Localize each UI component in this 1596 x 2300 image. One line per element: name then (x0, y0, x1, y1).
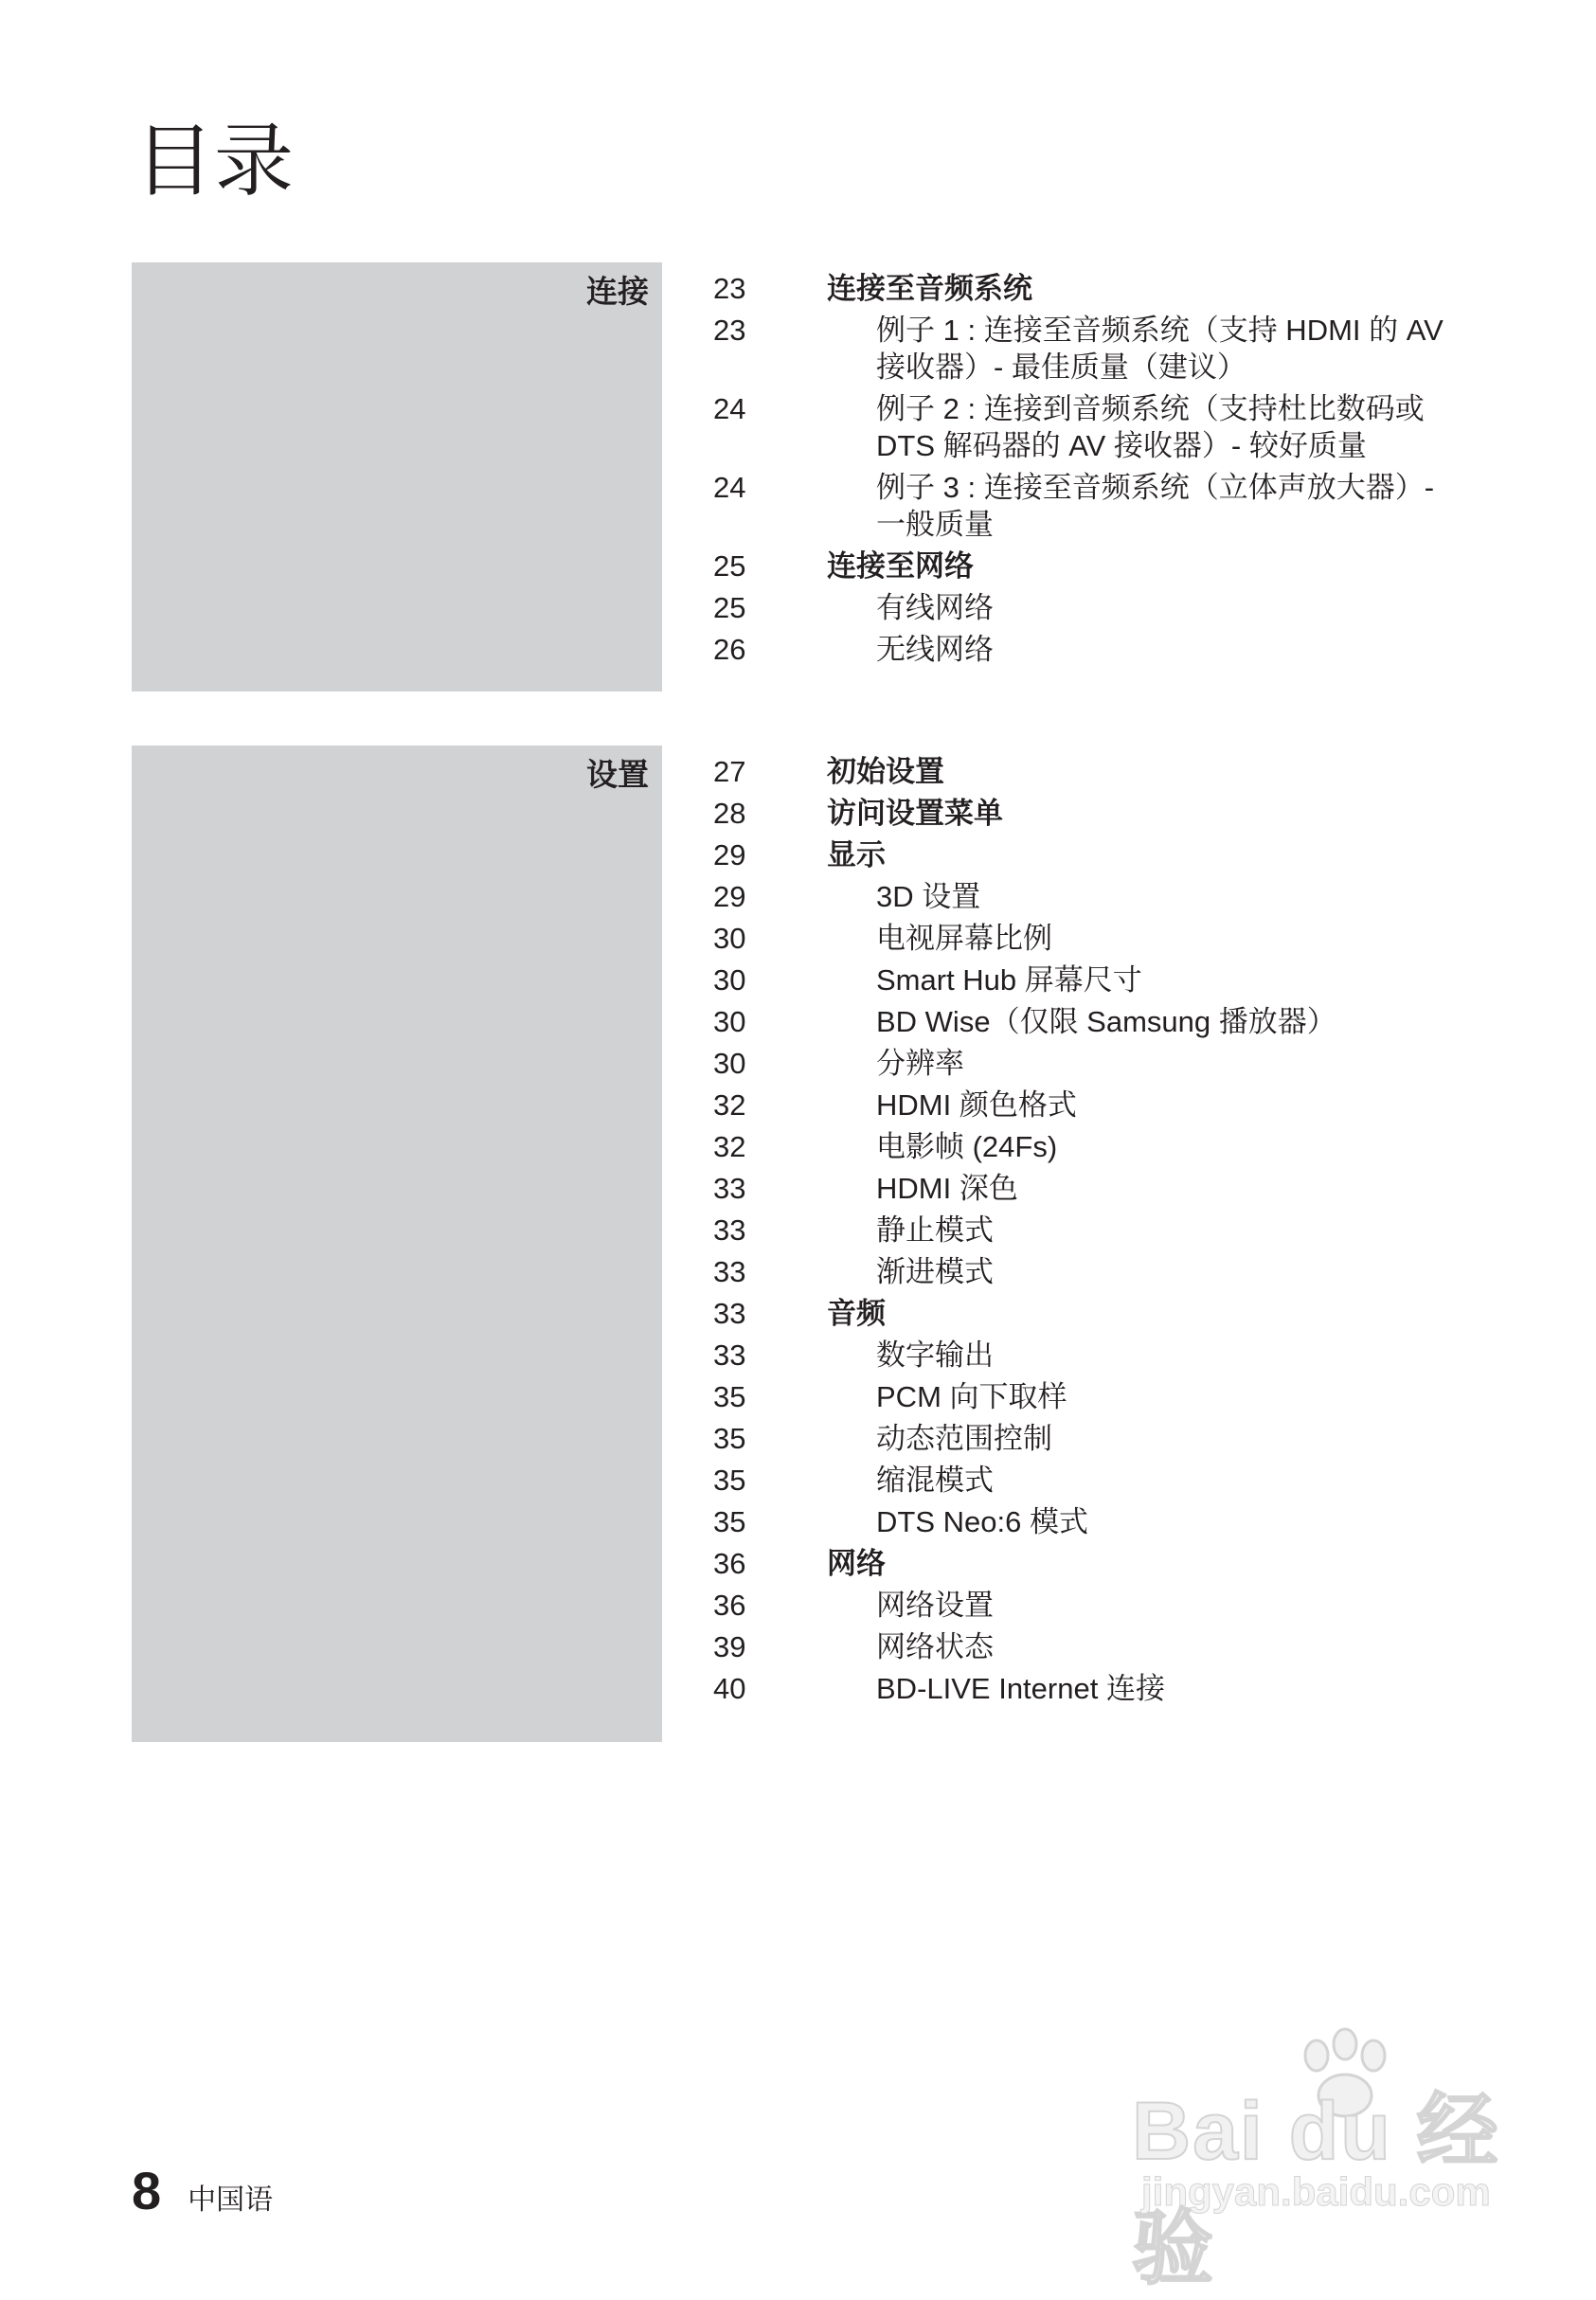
toc-entry[interactable] (710, 1087, 1468, 1123)
toc-page-number: 29 (713, 880, 746, 913)
toc-page-number: 33 (713, 1213, 746, 1247)
toc-entry[interactable] (710, 589, 1468, 626)
toc-page-number: 35 (713, 1422, 746, 1455)
toc-label: 数字输出 (876, 1339, 994, 1372)
toc-page-number: 35 (713, 1464, 746, 1497)
toc-label: 连接至音频系统 (827, 272, 1032, 305)
toc-entry[interactable] (710, 1337, 1468, 1374)
toc-entry[interactable] (710, 1462, 1468, 1499)
toc-page-number: 26 (713, 633, 746, 666)
toc-page-number: 39 (713, 1630, 746, 1663)
toc-list-settings (710, 753, 1468, 1712)
toc-label: 缩混模式 (876, 1464, 994, 1497)
toc-page-number: 30 (713, 963, 746, 997)
toc-entry[interactable] (710, 1503, 1468, 1540)
toc-entry[interactable] (710, 1670, 1468, 1707)
toc-entry[interactable] (710, 548, 1468, 584)
toc-entry[interactable] (710, 1378, 1468, 1415)
toc-entry[interactable] (710, 878, 1468, 915)
toc-page-number: 25 (713, 591, 746, 624)
watermark-url: jingyan.baidu.com (1141, 2169, 1491, 2214)
toc-label: 电影帧 (24Fs) (876, 1130, 1058, 1163)
toc-label: BD Wise（仅限 Samsung 播放器） (876, 1005, 1336, 1038)
toc-label: 静止模式 (876, 1213, 994, 1247)
toc-entry[interactable] (710, 1545, 1468, 1582)
toc-label: 音频 (827, 1297, 886, 1330)
toc-label: HDMI 深色 (876, 1172, 1018, 1205)
page-footer (132, 2160, 273, 2221)
toc-label: 3D 设置 (876, 880, 981, 913)
toc-page-number: 32 (713, 1130, 746, 1163)
toc-label: 渐进模式 (876, 1255, 994, 1288)
toc-page-number: 24 (713, 392, 746, 425)
toc-label: 网络状态 (876, 1630, 994, 1663)
toc-entry[interactable] (710, 1587, 1468, 1624)
toc-page-number: 27 (713, 755, 746, 788)
toc-label: 分辨率 (876, 1047, 964, 1080)
toc-page-number: 23 (713, 314, 746, 347)
toc-label: 动态范围控制 (876, 1422, 1052, 1455)
toc-label: 网络设置 (876, 1589, 994, 1622)
toc-label: PCM 向下取样 (876, 1380, 1067, 1413)
toc-page-number: 33 (713, 1297, 746, 1330)
toc-page-number: 35 (713, 1380, 746, 1413)
toc-page-number: 23 (713, 272, 746, 305)
toc-entry[interactable] (710, 1628, 1468, 1665)
toc-label: Smart Hub 屏幕尺寸 (876, 963, 1142, 997)
toc-label: 连接至网络 (827, 549, 974, 583)
section-panel-connect (132, 262, 662, 692)
footer-page-number: 8 (132, 2161, 162, 2220)
toc-label: DTS Neo:6 模式 (876, 1505, 1088, 1538)
toc-label: 有线网络 (876, 591, 994, 624)
toc-page-number: 32 (713, 1088, 746, 1122)
toc-page-number: 36 (713, 1547, 746, 1580)
baidu-watermark (1132, 2027, 1530, 2294)
toc-label: 访问设置菜单 (827, 797, 1003, 830)
toc-entry[interactable] (710, 469, 1468, 543)
toc-entry[interactable] (710, 1128, 1468, 1165)
watermark-brand: Bai du 经验 (1132, 2086, 1500, 2294)
toc-page-number: 33 (713, 1172, 746, 1205)
toc-page-number: 28 (713, 797, 746, 830)
toc-label: 显示 (827, 838, 886, 871)
toc-entry[interactable] (710, 920, 1468, 957)
toc-entry[interactable] (710, 795, 1468, 832)
toc-page-number: 30 (713, 1005, 746, 1038)
toc-page-number: 24 (713, 471, 746, 504)
toc-page-number: 30 (713, 1047, 746, 1080)
section-panel-settings (132, 746, 662, 1742)
section-title: 设置 (586, 757, 649, 792)
toc-label: 例子 2 : 连接到音频系统（支持杜比数码或 DTS 解码器的 AV 接收器）- 较好质量 (876, 392, 1425, 462)
toc-label: HDMI 颜色格式 (876, 1088, 1077, 1122)
toc-page-number: 33 (713, 1339, 746, 1372)
toc-page-number: 35 (713, 1505, 746, 1538)
toc-label: BD-LIVE Internet 连接 (876, 1672, 1165, 1705)
toc-list-connect (710, 270, 1468, 673)
toc-label: 例子 3 : 连接至音频系统（立体声放大器）- 一般质量 (876, 471, 1435, 541)
toc-entry[interactable] (710, 1295, 1468, 1332)
toc-page-number: 25 (713, 549, 746, 583)
toc-entry[interactable] (710, 1420, 1468, 1457)
toc-label: 初始设置 (827, 755, 944, 788)
toc-page-number: 40 (713, 1672, 746, 1705)
toc-page-number: 29 (713, 838, 746, 871)
footer-language: 中国语 (188, 2184, 274, 2216)
toc-entry[interactable] (710, 1253, 1468, 1290)
toc-entry[interactable] (710, 1212, 1468, 1249)
toc-page-number: 36 (713, 1589, 746, 1622)
page-title: 目录 (134, 117, 295, 206)
toc-entry[interactable] (710, 390, 1468, 464)
toc-entry[interactable] (710, 312, 1468, 386)
toc-entry[interactable] (710, 270, 1468, 307)
toc-label: 网络 (827, 1547, 886, 1580)
toc-label: 无线网络 (876, 633, 994, 666)
toc-page-number: 33 (713, 1255, 746, 1288)
toc-entry[interactable] (710, 961, 1468, 998)
toc-entry[interactable] (710, 631, 1468, 668)
toc-entry[interactable] (710, 1170, 1468, 1207)
toc-page-number: 30 (713, 922, 746, 955)
section-title: 连接 (586, 274, 649, 309)
toc-label: 电视屏幕比例 (876, 922, 1052, 955)
toc-entry[interactable] (710, 1045, 1468, 1082)
toc-entry[interactable] (710, 753, 1468, 790)
toc-entry[interactable] (710, 836, 1468, 873)
toc-entry[interactable] (710, 1003, 1468, 1040)
toc-label: 例子 1 : 连接至音频系统（支持 HDMI 的 AV 接收器）- 最佳质量（建议） (876, 314, 1444, 384)
